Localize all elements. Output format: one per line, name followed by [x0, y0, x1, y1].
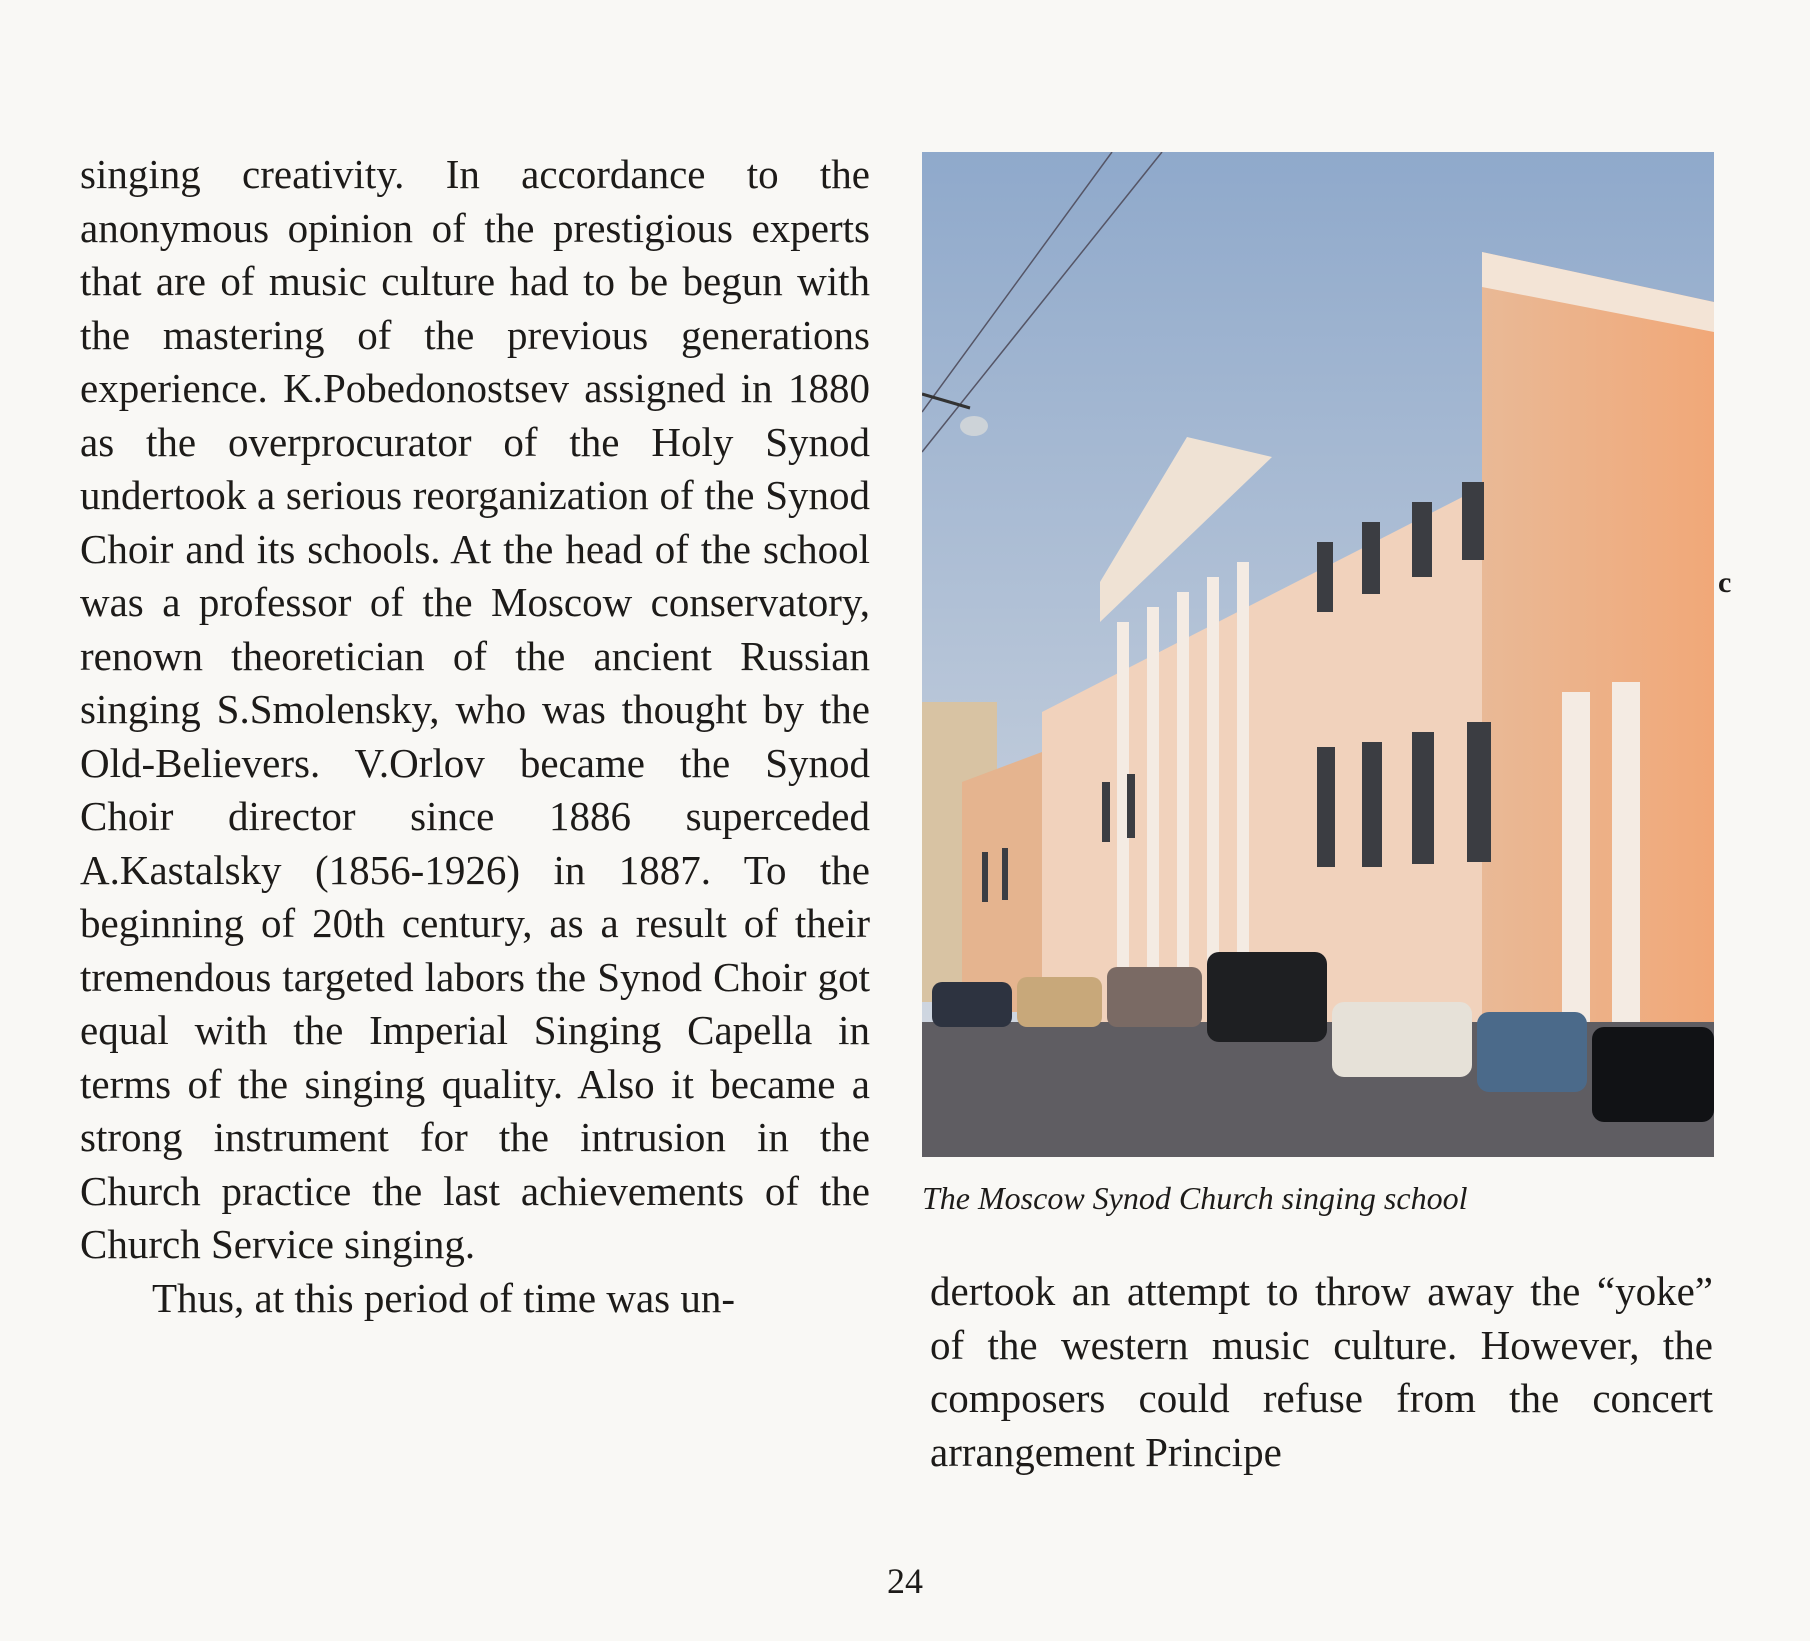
synod-school-building-image [922, 152, 1714, 1157]
body-paragraph: singing creativity. In accordance to the anonymous opinion of the prestigious experts that are of music culture had to be begun with the mastering of the previous generations experience. K.Pobedonostsev assigned in 1880 as the overprocurator of the Holy Synod undertook a serious reorganization of the Synod Choir and its schools. At the head of the school was a professor of the Moscow conservatory, renown theoretician of the ancient Russian singing S.Smolensky, who was thought by the Old-Believers. V.Orlov became the Synod Choir director since 1886 superceded A.Kastalsky (1856-1926) in 1887. To the beginning of 20th century, as a result of their tremendous targeted labors the Synod Choir got equal with the Imperial Singing Capella in terms of the singing quality. Also it became a strong instrument for the intrusion in the Church practice the last achievements of the Church Service singing. [80, 151, 870, 1267]
building-photo [922, 152, 1714, 1157]
body-paragraph-right: dertook an attempt to throw away the “yoke” of the western music culture. However, the composers could refuse from the concert arrangement Principe [930, 1268, 1713, 1475]
body-paragraph-continued: Thus, at this period of time was un- [152, 1274, 736, 1321]
edge-letter-fragment: c [1718, 566, 1732, 599]
page-number: 24 [887, 1561, 923, 1601]
photo-caption: The Moscow Synod Church singing school [922, 1180, 1468, 1216]
left-text-column [80, 148, 870, 1325]
right-text-column [930, 1265, 1713, 1479]
